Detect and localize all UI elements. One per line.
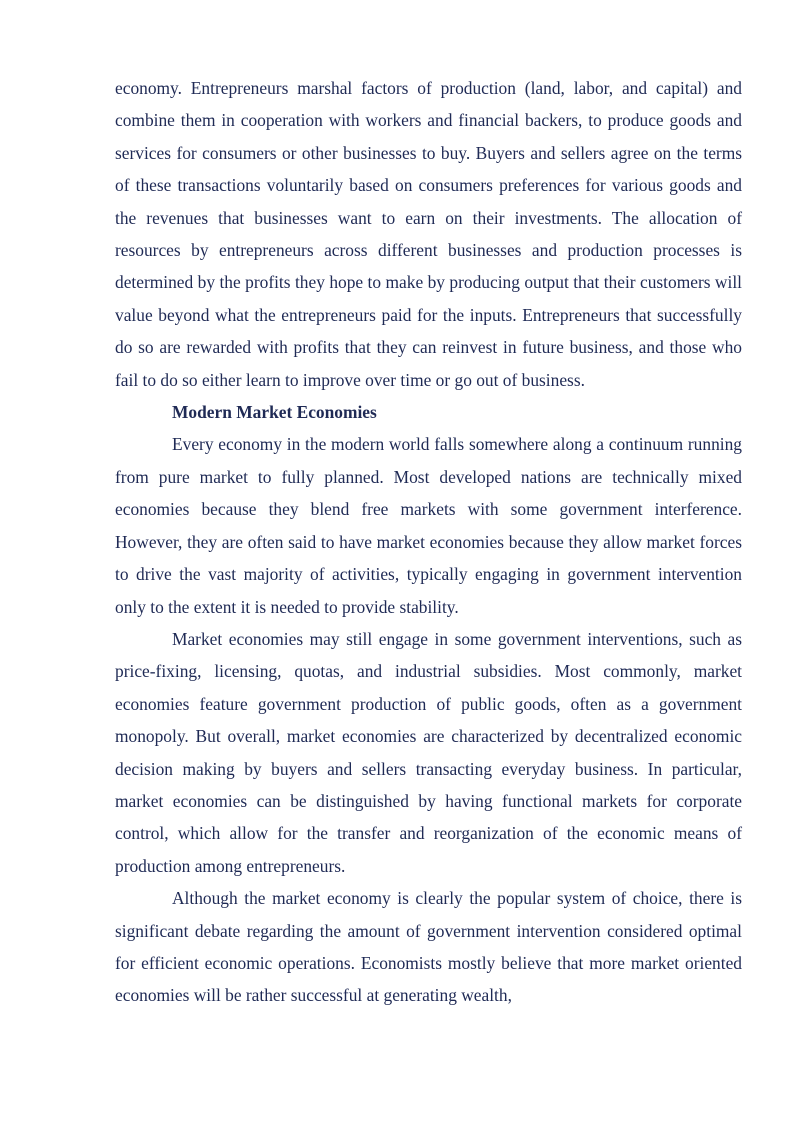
document-body — [115, 72, 742, 1012]
section-heading: Modern Market Economies — [172, 402, 377, 423]
paragraph-modern-economies-3: Although the market economy is clearly the popular system of choice, there is significant debate regarding the amount of government intervention considered optimal for efficient economic operations. Economists mostly believe that more market oriented economies will be rather successful at generating wealth, — [115, 888, 742, 1006]
paragraph-modern-economies-2: Market economies may still engage in some government interventions, such as price-fixing, licensing, quotas, and industrial subsidies. Most commonly, market economies feature government production of public goods, often as a government monopoly. But overall, market economies are characterized by decentralized economic decision making by buyers and sellers transacting everyday business. In particular, market economies can be distinguished by having functional markets for corporate control, which allow for the transfer and reorganization of the economic means of production among entrepreneurs. — [115, 628, 742, 876]
paragraph-modern-economies-1: Every economy in the modern world falls somewhere along a continuum running from pure market to fully planned. Most developed nations are technically mixed economies because they blend free markets with some government interference. However, they are often said to have market economies because they allow market forces to drive the vast majority of activities, typically engaging in government intervention only to the extent it is needed to provide stability. — [115, 434, 742, 617]
paragraph-continuation: economy. Entrepreneurs marshal factors of production (land, labor, and capital) and combine them in cooperation with workers and financial backers, to produce goods and services for consumers or other businesses to buy. Buyers and sellers agree on the terms of these transactions voluntarily based on consumers preferences for various goods and the revenues that businesses want to earn on their investments. The allocation of resources by entrepreneurs across different businesses and production processes is determined by the profits they hope to make by producing output that their customers will value beyond what the entrepreneurs paid for the inputs. Entrepreneurs that successfully do so are rewarded with profits that they can reinvest in future business, and those who fail to do so either learn to improve over time or go out of business. — [115, 78, 742, 390]
